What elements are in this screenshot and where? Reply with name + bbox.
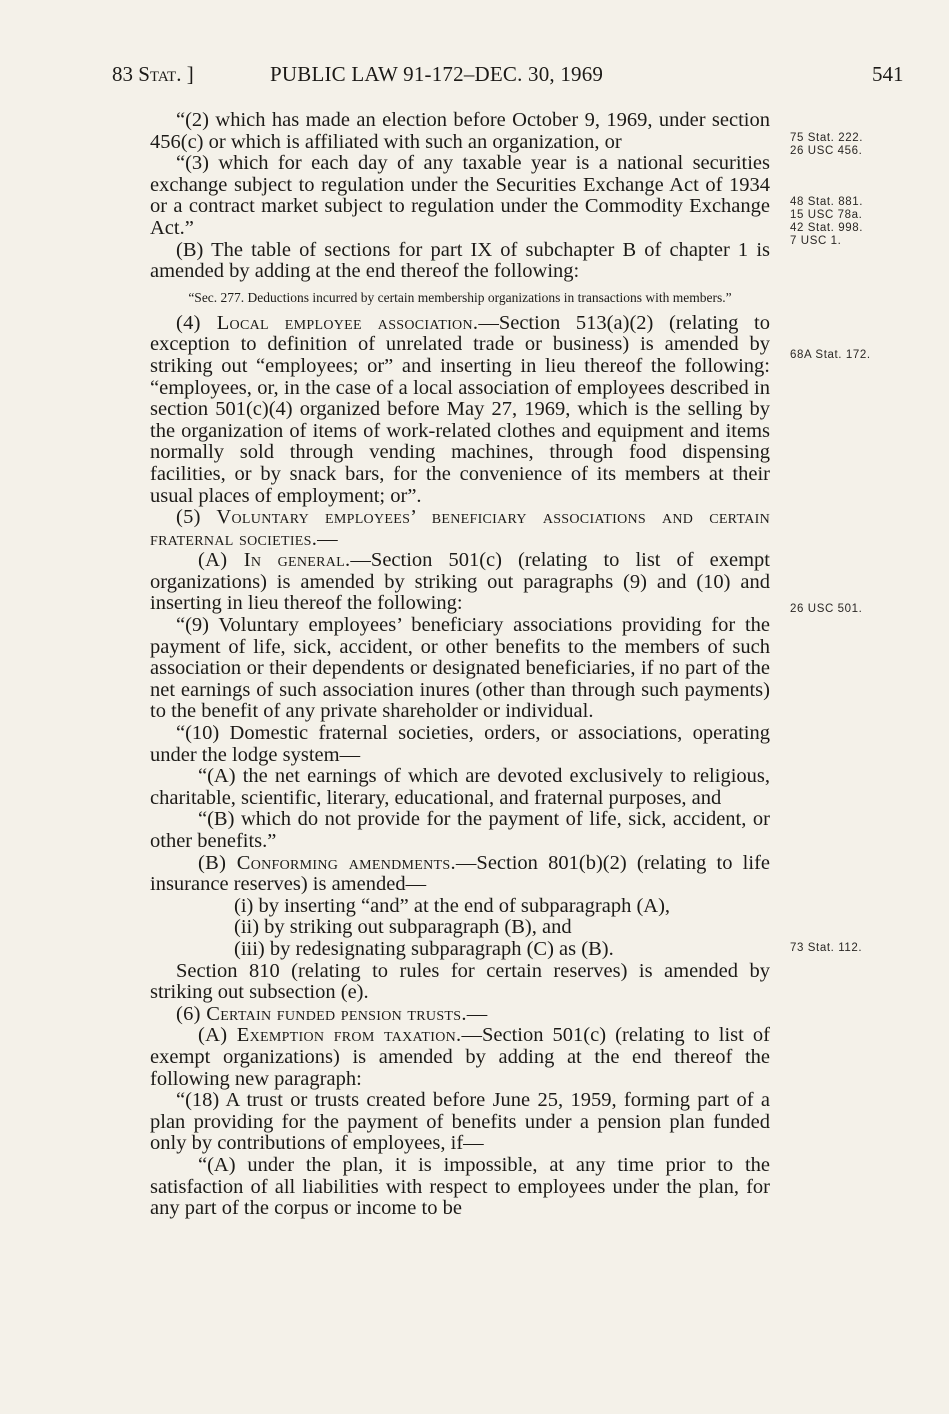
margin-note: [790, 603, 930, 616]
paragraph: “(9) Voluntary employees’ beneficiary associations providing for the payment of life, sick, accident, or other benefits to the members of such association or their dependents or designated beneficiaries, if no part of the net earnings of such association inures (other than through such payments) to the benefit of any private shareholder or individual.: [150, 614, 770, 723]
paragraph: “(B) which do not provide for the payment of life, sick, accident, or other benefits.”: [150, 808, 770, 852]
list-item: (iii) by redesignating subparagraph (C) as (B).: [234, 937, 614, 960]
margin-citation: 15 USC 78a.: [790, 209, 863, 221]
paragraph: (B) The table of sections for part IX of subchapter B of chapter 1 is amended by adding at the end thereof the following:: [150, 238, 770, 283]
margin-note: [790, 349, 930, 362]
paragraph: [150, 1025, 770, 1090]
paragraph-text: —Section 501(c) (relating to list of exempt organizations) is amended by striking out paragraphs (9) and (10) and inserting in lieu thereof the following:: [150, 549, 770, 615]
paragraph-heading: (4) Local employee association.: [176, 311, 479, 334]
margin-citation: 73 Stat. 112.: [790, 942, 863, 954]
paragraph: [150, 853, 770, 896]
body-text: [150, 110, 770, 1220]
margin-note: [790, 942, 930, 955]
margin-note: [790, 196, 930, 248]
paragraph: “(18) A trust or trusts created before June 25, 1959, forming part of a plan providing for the payment of benefits under a pension plan funded only by contributions of employees, if—: [150, 1089, 770, 1155]
paragraph-heading: (B) Conforming amendments.: [198, 851, 456, 874]
paragraph: [150, 313, 770, 507]
margin-citation: 75 Stat. 222.: [790, 132, 864, 144]
header-volume: 83 Stat. ]: [112, 62, 194, 86]
page-number: 541: [872, 62, 904, 86]
margin-note: [790, 132, 930, 158]
paragraph-heading: (A) In general.: [198, 549, 351, 572]
paragraph: “(10) Domestic fraternal societies, orders, or associations, operating under the lodge system—: [150, 722, 770, 766]
paragraph-text: —Section 513(a)(2) (relating to exception to definition of unrelated trade or business) is amended by striking out “employees; or” and inserting in lieu thereof the following: “employees, or, in the case of a local association of employees described in section 501(c)(4) organized before May 27, 1969, which is the selling by the organization of items of work-related clothes and equipment and items normally sold through vending machines, through food dispensing facilities, or by snack bars, for the convenience of its members at their usual places of employment; or”.: [150, 311, 770, 507]
paragraph-heading: (A) Exemption from taxation.: [198, 1024, 462, 1047]
section-table-entry: “Sec. 277. Deductions incurred by certain membership organizations in transactions with members.”: [188, 289, 732, 305]
margin-citation: 42 Stat. 998.: [790, 222, 864, 234]
list-item: (ii) by striking out subparagraph (B), and: [234, 916, 572, 939]
margin-citation: 26 USC 501.: [790, 603, 863, 615]
paragraph-heading: (5) Voluntary employees’ beneficiary associations and certain fraternal societies.—: [150, 506, 770, 550]
paragraph: [150, 550, 770, 615]
paragraph: Section 810 (relating to rules for certain reserves) is amended by striking out subsection (e).: [150, 959, 770, 1004]
list-item: (i) by inserting “and” at the end of subparagraph (A),: [234, 894, 671, 917]
page-header: [0, 62, 949, 92]
margin-citation: 68A Stat. 172.: [790, 349, 871, 361]
paragraph-heading: (6) Certain funded pension trusts.—: [176, 1002, 488, 1025]
paragraph: “(3) which for each day of any taxable year is a national securities exchange subject to regulation under the Securities Exchange Act of 1934 or a contract market subject to regulation under the Commodity Exchange Act.”: [150, 152, 770, 239]
paragraph-text: —Section 501(c) (relating to list of exempt organizations) is amended by adding at the end thereof the following new paragraph:: [150, 1024, 770, 1090]
header-title: PUBLIC LAW 91-172–DEC. 30, 1969: [270, 62, 604, 86]
paragraph-text: —Section 801(b)(2) (relating to life insurance reserves) is amended—: [150, 851, 771, 896]
margin-citation: 7 USC 1.: [790, 235, 842, 247]
paragraph: “(2) which has made an election before October 9, 1969, under section 456(c) or which is affiliated with such an organization, or: [150, 109, 770, 153]
margin-citation: 26 USC 456.: [790, 145, 863, 157]
margin-citation: 48 Stat. 881.: [790, 196, 864, 208]
paragraph: “(A) the net earnings of which are devoted exclusively to religious, charitable, scientific, literary, educational, and fraternal purposes, and: [150, 765, 770, 809]
paragraph: “(A) under the plan, it is impossible, at any time prior to the satisfaction of all liabilities with respect to employees under the plan, for any part of the corpus or income to be: [150, 1153, 770, 1220]
